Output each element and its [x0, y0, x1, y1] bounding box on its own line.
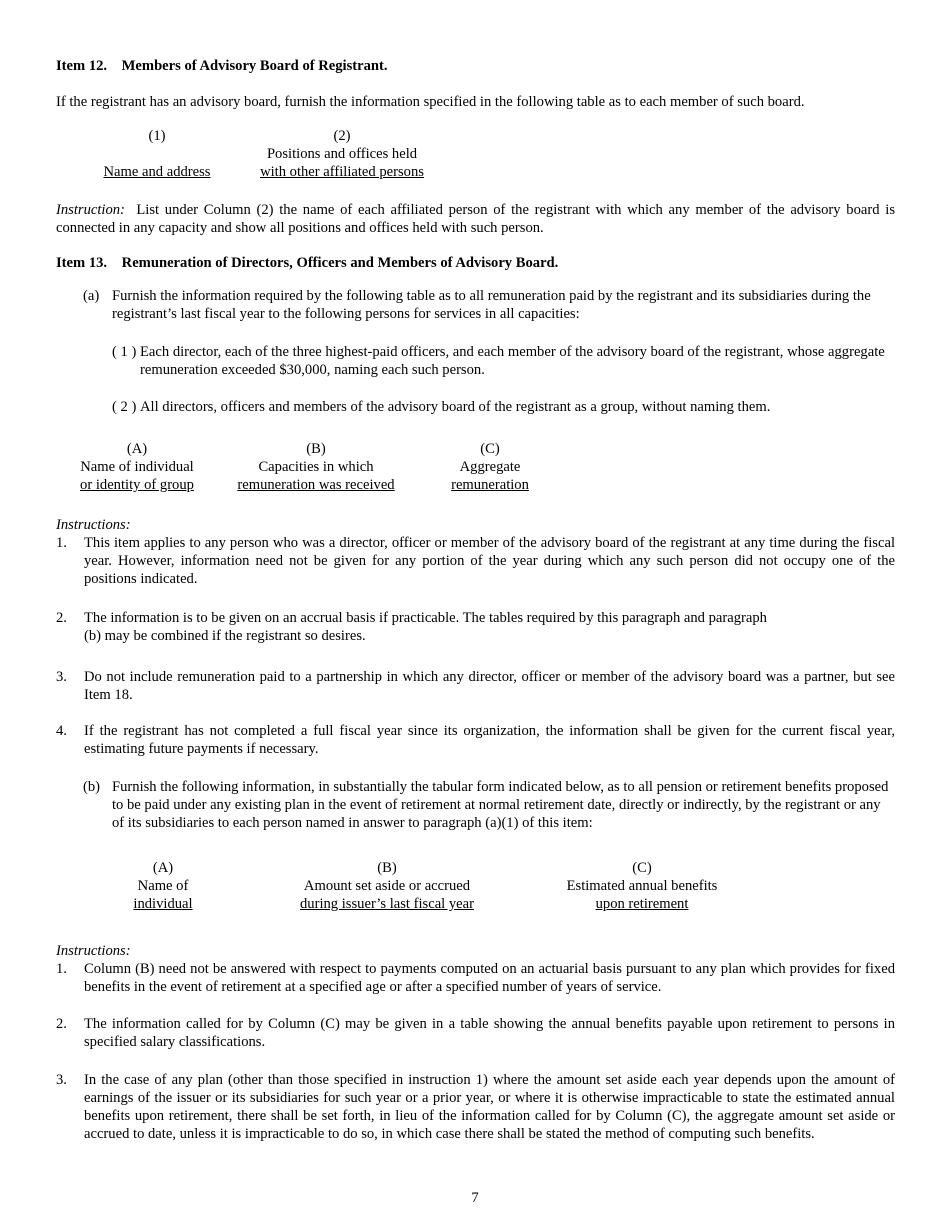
column-number: (A) — [152, 860, 174, 876]
column-title-line: Positions and offices held — [266, 146, 418, 162]
item-12-instruction — [56, 201, 895, 237]
remuneration-table-col-a-header — [70, 440, 204, 494]
item-12-heading: Item 12. Members of Advisory Board of Registrant. — [56, 58, 388, 74]
column-number: (C) — [480, 441, 500, 457]
instruction-b-2-text: The information called for by Column (C) may be given in a table showing the annual benefits payable upon retirement to persons in specified salary classifications. — [84, 1016, 895, 1050]
instruction-a-1-number: 1. — [56, 535, 67, 551]
instruction-b-1-number: 1. — [56, 961, 67, 977]
instruction-a-4-text: If the registrant has not completed a full fiscal year since its organization, the information shall be given for the current fiscal year, estimating future payments if necessary. — [84, 723, 895, 757]
column-title-line: Estimated annual benefits — [566, 878, 718, 894]
instruction-a-2-number: 2. — [56, 610, 67, 626]
instruction-text-line: (b) may be combined if the registrant so desires. — [84, 628, 366, 644]
column-title-line: or identity of group — [80, 477, 194, 493]
instruction-text: List under Column (2) the name of each affiliated person of the registrant with which any member of the advisory board is connected in any capacity and show all positions and offices held with such person. — [56, 202, 895, 236]
column-number: (1) — [148, 128, 166, 144]
instruction-label: Instruction: — [56, 202, 125, 218]
column-number: (2) — [333, 128, 351, 144]
instruction-a-2-text — [84, 609, 895, 645]
pension-table-col-c-header — [554, 859, 730, 913]
paragraph-b-label: (b) — [83, 779, 101, 795]
column-title-line: during issuer’s last fiscal year — [300, 896, 474, 912]
column-number: (B) — [306, 441, 326, 457]
column-number: (C) — [632, 860, 652, 876]
column-title-line: with other affiliated persons — [260, 164, 424, 180]
column-title-line: Capacities in which — [258, 459, 374, 475]
column-title-line: Name of individual — [80, 459, 194, 475]
instruction-text-line: The information is to be given on an accrual basis if practicable. The tables required by this paragraph and paragraph — [84, 610, 767, 626]
column-number: (B) — [377, 860, 397, 876]
pension-table-col-a-header — [120, 859, 206, 913]
instructions-b-label: Instructions: — [56, 943, 131, 959]
column-title-line: Name of — [137, 878, 189, 894]
paragraph-a1-text: Each director, each of the three highest-paid officers, and each member of the advisory board of the registrant, whose aggregate remuneration exceeded $30,000, naming each such person. — [140, 344, 885, 378]
instruction-b-3-number: 3. — [56, 1072, 67, 1088]
instruction-a-3-number: 3. — [56, 669, 67, 685]
instructions-a-label: Instructions: — [56, 517, 131, 533]
instruction-a-4-number: 4. — [56, 723, 67, 739]
item-12-table-col-2-header — [248, 127, 436, 181]
instruction-b-3-text: In the case of any plan (other than those specified in instruction 1) where the amount set aside each year depends upon the amount of earnings of the issuer or its subsidiaries for such year or a prior year, or where it is otherwise impracticable to state the estimated annual benefits upon retirement, there shall be set forth, in lieu of the information called for by Column (C), the aggregate amount set aside or accrued to date, unless it is impracticable to do so, in which case there shall be stated the method of computing such benefits. — [84, 1072, 895, 1142]
column-title-line: Name and address — [103, 164, 211, 180]
remuneration-table-col-b-header — [226, 440, 406, 494]
column-title-line: upon retirement — [595, 896, 689, 912]
instruction-b-1-text: Column (B) need not be answered with respect to payments computed on an actuarial basis pursuant to any plan which provides for fixed benefits in the event of retirement at a specified age or after a specified number of years of service. — [84, 961, 895, 995]
column-title-line: remuneration — [451, 477, 529, 493]
column-title-line: Amount set aside or accrued — [303, 878, 471, 894]
paragraph-a2-text: All directors, officers and members of the advisory board of the registrant as a group, without naming them. — [140, 399, 771, 415]
column-title-line: Aggregate — [459, 459, 521, 475]
item-13-heading: Item 13. Remuneration of Directors, Officers and Members of Advisory Board. — [56, 255, 559, 271]
instruction-a-3-text: Do not include remuneration paid to a partnership in which any director, officer or member of the advisory board was a partner, but see Item 18. — [84, 669, 895, 703]
paragraph-a2-label: ( 2 ) — [112, 399, 137, 415]
paragraph-b-text: Furnish the following information, in substantially the tabular form indicated below, as to all pension or retirement benefits proposed to be paid under any existing plan in the event of retirement at normal retirement date, directly or indirectly, by the registrant or any of its subsidiaries to each person named in answer to paragraph (a)(1) of this item: — [112, 779, 889, 831]
column-title-line: individual — [133, 896, 193, 912]
column-number: (A) — [126, 441, 148, 457]
item-12-intro: If the registrant has an advisory board, furnish the information specified in the following table as to each member of such board. — [56, 94, 805, 110]
page-number: 7 — [471, 1190, 479, 1206]
item-12-table-col-1-header — [92, 127, 222, 181]
paragraph-a1-label: ( 1 ) — [112, 344, 137, 360]
pension-table-col-b-header — [286, 859, 488, 913]
column-title-line — [92, 145, 222, 163]
instruction-b-2-number: 2. — [56, 1016, 67, 1032]
paragraph-a-label: (a) — [83, 288, 100, 304]
remuneration-table-col-c-header — [444, 440, 536, 494]
paragraph-a-text: Furnish the information required by the following table as to all remuneration paid by the registrant and its subsidiaries during the registrant’s last fiscal year to the following persons for services in all capacities: — [112, 288, 871, 322]
instruction-a-1-text: This item applies to any person who was a director, officer or member of the advisory board of the registrant at any time during the fiscal year. However, information need not be given for any portion of the year during which any such person did not occupy one of the positions indicated. — [84, 535, 895, 587]
column-title-line: remuneration was received — [237, 477, 395, 493]
